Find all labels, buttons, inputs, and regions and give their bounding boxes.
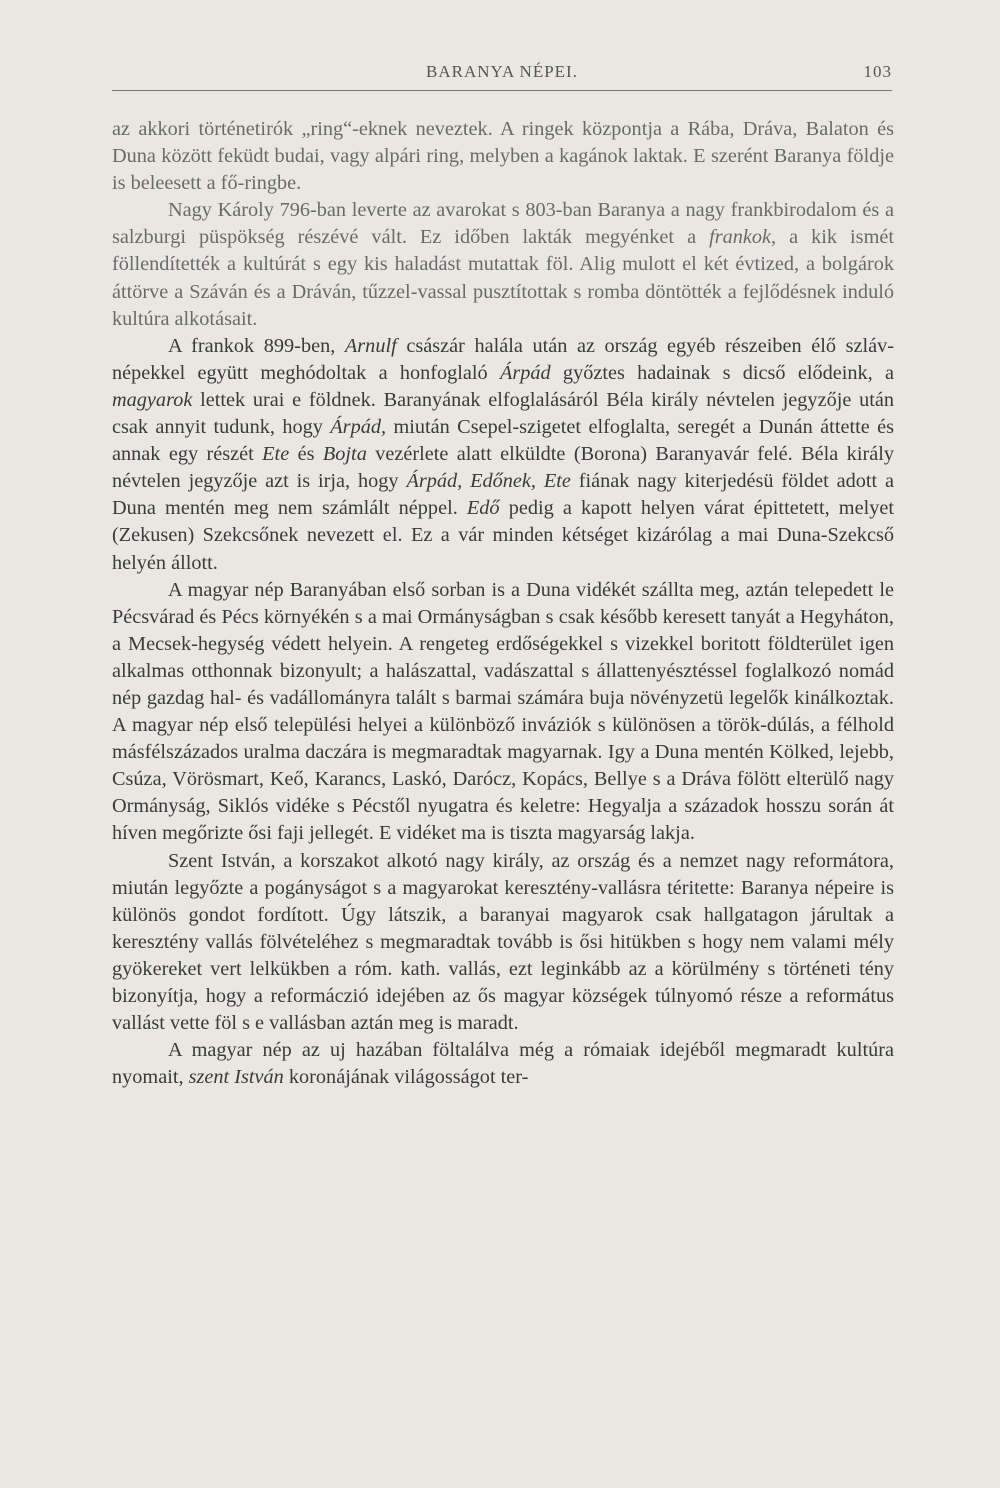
paragraph — [112, 197, 894, 332]
italic-text: Árpád, — [330, 416, 387, 439]
italic-text: magyarok — [112, 388, 193, 411]
body-text — [112, 116, 894, 1091]
text-segment: Szent István, a korszakot alkotó nagy király, az ország és a nemzet nagy reformátora, miután legyőzte a pogányságot s a magyarokat keresztény-vallásra téritette: Baranya népeire is különös gondot fordított. Úgy látszik, a baranyai magyarok csak hallgatagon járultak a keresztény vallás fölvételéhez s megmaradtak tovább is ősi hitükben s hogy nem valami mély gyökereket vert lelkükben a róm. kath. vallás, ezt leginkább az a körülmény s történeti tény bizonyítja, hogy a reformáczió idejében az ős magyar községek túlnyomó része a református vallást vette föl s e vallásban aztán meg is maradt. — [112, 849, 894, 1035]
text-segment: A magyar nép az uj hazában föltalálva még a rómaiak idejéből megmaradt kultúra nyomait, — [112, 1039, 894, 1089]
italic-text: Arnulf — [344, 334, 397, 357]
text-segment: vezérlete alatt elküldte (Borona) Baranyavár felé. Béla király névtelen jegyzője azt is irja, hogy — [112, 443, 894, 493]
paragraph — [112, 1037, 894, 1091]
running-title: BARANYA NÉPEI. — [426, 62, 578, 81]
header-divider — [112, 90, 892, 91]
paragraph — [112, 577, 894, 848]
text-segment: és — [289, 443, 323, 466]
text-segment: császár halála után az ország egyéb részeiben élő szláv-népekkel együtt meghódoltak a honfoglaló — [112, 334, 894, 384]
text-segment: a kik ismét föllendítették a kultúrát s egy kis haladást mutattak föl. Alig mulott el két évtized, a bolgárok áttörve a Száván és a Dráván, tűzzel-vassal pusztítottak s romba döntötték a fejlődésnek induló kultúra alkotásait. — [112, 226, 894, 330]
paragraph — [112, 848, 894, 1038]
paragraph — [112, 333, 894, 577]
italic-text: frankok, — [709, 226, 777, 249]
text-segment: koronájának világosságot ter- — [283, 1066, 529, 1089]
italic-text: Ete — [262, 443, 290, 466]
text-segment: Nagy Károly 796-ban leverte az avarokat s 803-ban Baranya a nagy frankbirodalom és a salzburgi püspökség részévé vált. Ez időben lakták megyénket a — [112, 199, 894, 249]
text-segment: az akkori történetirók „ring“-eknek neveztek. A ringek központja a Rába, Dráva, Balaton és Duna között feküdt budai, vagy alpári ring, melyben a kagánok laktak. E szerént Baranya földje is beleesett a fő-ringbe. — [112, 118, 894, 195]
page-number: 103 — [863, 62, 892, 81]
italic-text: Árpád, Edőnek, Ete — [406, 470, 571, 493]
text-segment: A frankok 899-ben, — [168, 334, 345, 357]
text-segment: lettek urai e földnek. Baranyának elfoglalásáról Béla király névtelen jegyzője után csak annyit tudunk, hogy — [112, 388, 894, 439]
italic-text: Bojta — [322, 443, 367, 466]
text-segment: miután Csepel-szigetet elfoglalta, seregét a Dunán áttette és annak egy részét — [112, 416, 895, 466]
italic-text: Árpád — [499, 361, 551, 384]
text-segment: A magyar nép Baranyában első sorban is a Duna vidékét szállta meg, aztán telepedett le Pécsvárad és Pécs környékén s a mai Ormányságban s csak később keresett tanyát a Hegyháton, a Mecsek-hegység védett helyein. A rengeteg erdőségekkel s vizekkel boritott földterület igen alkalmas otthonnak bizonyult; a halászattal, vadászattal s állattenyésztéssel foglalkozó nomád nép gazdag hal- és vadállományra talált s barmai számára buja növényzetü legelők kinálkoztak. A magyar nép első települési helyei a különböző inváziók s különösen a török-dúlás, a félhold másfélszázados uralma daczára is megmaradtak magyarnak. Igy a Duna mentén Kölked, lejebb, Csúza, Vörösmart, Keő, Karancs, Laskó, Darócz, Kopács, Bellye s a Dráva fölött elterülő nagy Ormányság, Siklós vidéke s Pécstől nyugatra és keletre: Hegyalja a századok hosszu során át híven megőrizte ősi faji jellegét. E vidéket ma is tiszta magyarság lakja. — [112, 578, 894, 845]
italic-text: szent István — [188, 1066, 284, 1089]
text-segment: fiának nagy kiterjedésü földet adott a Duna mentén meg nem számlált néppel. — [112, 470, 895, 520]
text-segment: győztes hadainak s dicső elődeink, a — [550, 361, 894, 384]
text-segment: pedig a kapott helyen várat épittetett, melyet (Zekusen) Szekcsőnek nevezett el. Ez a vár minden kétséget kizárólag a mai Duna-Szekcső helyén állott. — [112, 497, 894, 574]
italic-text: Edő — [466, 497, 500, 520]
running-header — [112, 62, 892, 88]
paragraph — [112, 116, 894, 197]
